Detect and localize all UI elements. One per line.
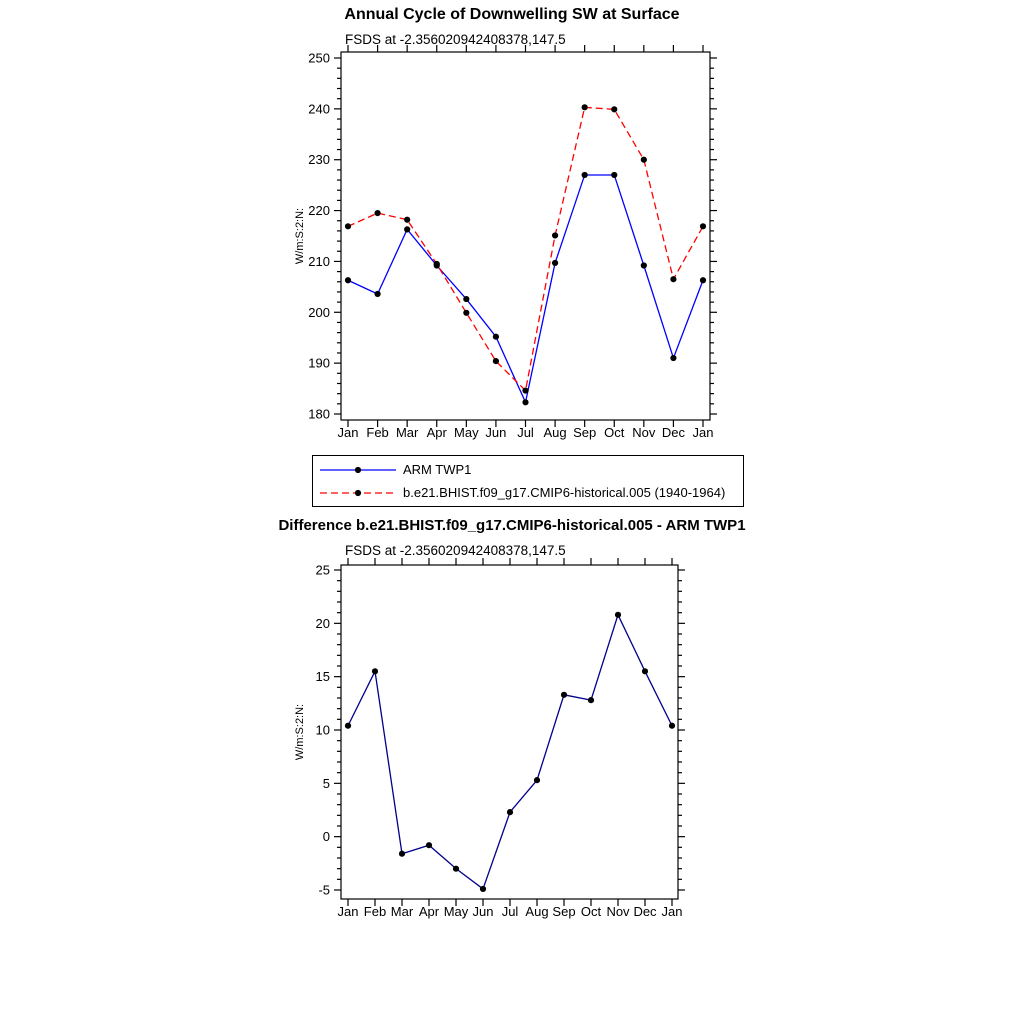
svg-text:20: 20 — [315, 615, 330, 631]
svg-text:Jun: Jun — [472, 904, 494, 919]
top-chart-title: Annual Cycle of Downwelling SW at Surface — [344, 6, 680, 23]
svg-text:Aug: Aug — [525, 904, 549, 919]
svg-text:Jan: Jan — [337, 904, 359, 919]
svg-text:Sep: Sep — [552, 904, 576, 919]
svg-text:10: 10 — [315, 722, 330, 738]
legend-label-arm: ARM TWP1 — [403, 462, 472, 477]
svg-text:W/m:S:2:N:: W/m:S:2:N: — [294, 207, 306, 265]
svg-text:230: 230 — [308, 152, 330, 168]
svg-text:Aug: Aug — [543, 425, 567, 440]
svg-text:240: 240 — [308, 101, 330, 117]
svg-text:Jan: Jan — [661, 904, 683, 919]
svg-text:200: 200 — [308, 304, 330, 320]
legend-item-model — [313, 481, 743, 504]
svg-text:Apr: Apr — [418, 904, 440, 919]
bottom-chart-title: Difference b.e21.BHIST.f09_g17.CMIP6-historical.005 - ARM TWP1 — [278, 517, 746, 534]
svg-text:May: May — [454, 425, 479, 440]
legend-line-sample-arm — [318, 463, 398, 477]
svg-text:25: 25 — [315, 562, 330, 578]
svg-text:Dec: Dec — [633, 904, 657, 919]
svg-text:Nov: Nov — [632, 425, 656, 440]
svg-text:220: 220 — [308, 203, 330, 219]
svg-text:5: 5 — [322, 775, 330, 791]
svg-text:Jun: Jun — [485, 425, 507, 440]
svg-text:180: 180 — [308, 406, 330, 422]
svg-text:May: May — [443, 904, 469, 919]
svg-text:W/m:S:2:N:: W/m:S:2:N: — [294, 703, 306, 761]
svg-text:Feb: Feb — [363, 904, 387, 919]
svg-text:250: 250 — [308, 50, 330, 66]
svg-text:Feb: Feb — [366, 425, 389, 440]
svg-text:Jan: Jan — [337, 425, 359, 440]
svg-text:Mar: Mar — [390, 904, 414, 919]
top-chart-subtitle: FSDS at -2.356020942408378,147.5 — [345, 32, 566, 47]
svg-text:Mar: Mar — [395, 425, 419, 440]
svg-text:210: 210 — [308, 253, 330, 269]
svg-text:15: 15 — [315, 669, 330, 685]
legend-label-model: b.e21.BHIST.f09_g17.CMIP6-historical.005 (1940-1964) — [403, 485, 726, 500]
svg-text:0: 0 — [322, 829, 330, 845]
svg-text:Dec: Dec — [661, 425, 685, 440]
svg-text:Nov: Nov — [606, 904, 630, 919]
svg-text:190: 190 — [308, 355, 330, 371]
svg-text:Sep: Sep — [573, 425, 597, 440]
chart-legend — [312, 455, 744, 507]
svg-text:Jan: Jan — [692, 425, 714, 440]
legend-line-sample-model — [318, 486, 398, 500]
legend-item-arm-twp1 — [313, 458, 743, 481]
svg-text:Jul: Jul — [517, 425, 534, 440]
svg-text:Jul: Jul — [501, 904, 519, 919]
svg-text:-5: -5 — [318, 882, 330, 898]
svg-text:Apr: Apr — [426, 425, 447, 440]
bottom-chart-subtitle: FSDS at -2.356020942408378,147.5 — [345, 543, 566, 558]
svg-text:Oct: Oct — [580, 904, 602, 919]
svg-text:Oct: Oct — [604, 425, 625, 440]
